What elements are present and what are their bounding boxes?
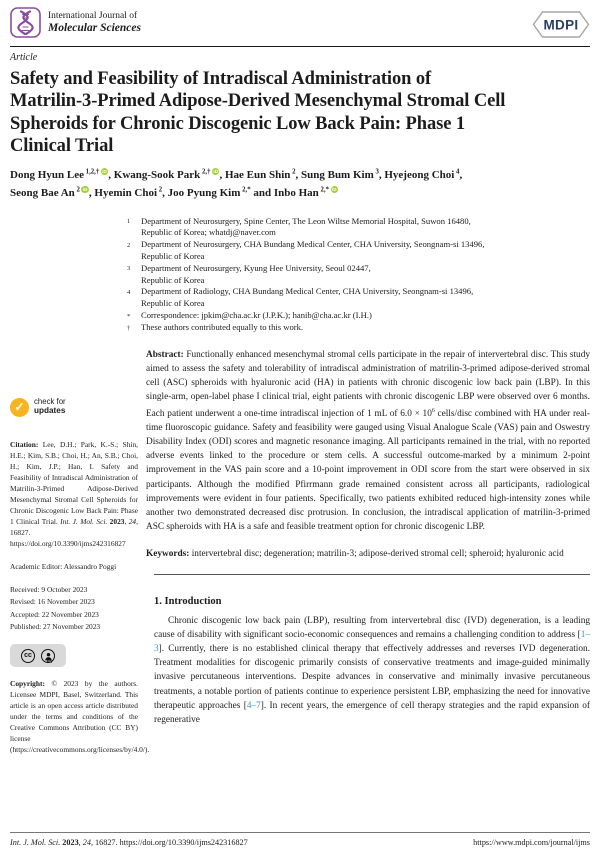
article-type-label: Article bbox=[10, 52, 38, 63]
mdpi-hexagon-icon bbox=[532, 11, 590, 38]
author: Seong Bae An $^2$ iD, bbox=[10, 185, 95, 199]
author-affiliation-sup: 2,* bbox=[240, 185, 251, 193]
paper-title-line: Clinical Trial bbox=[10, 136, 114, 157]
academic-editor: Academic Editor: Alessandro Poggi bbox=[10, 561, 117, 571]
check-for-updates-badge[interactable] bbox=[10, 398, 84, 417]
author: Hae Eun Shin $^2$, bbox=[224, 167, 301, 181]
affiliation-item bbox=[127, 239, 590, 263]
journal-name-line2: Molecular Sciences bbox=[48, 22, 141, 34]
accepted-date: Accepted: 22 November 2023 bbox=[10, 609, 99, 619]
author-name: Inbo Han bbox=[273, 186, 319, 199]
revised-date: Revised: 16 November 2023 bbox=[10, 597, 95, 607]
equal-contribution-text: These authors contributed equally to this work. bbox=[141, 322, 304, 333]
equal-contribution-item bbox=[127, 322, 590, 334]
abstract: Abstract: Functionally enhanced mesenchymal stromal cells participate in the repair of intervertebral disc. This study aimed to assess the safety and tolerability of intradiscal administration of matrilin-3-primed adipose-derived stromal cell (ASC) spheroids with hyaluronic acid (HA) in patients with chronic discogenic low back pain (LBP). In this single-arm, open-label phase I clinical trial, eight patients with chronic discogenic LBP were observed over 6 months. Each patient underwent a one-time intradiscal injection of 1 mL of $6.0 \times 10^6$ cells/disc combined with HA under real-time fluoroscopic guidance. Safety and feasibility were gauged using Visual Analogue Scale (VAS) pain and Oswestry Disability Index (ODI) scores and magnetic resonance imaging. All participants remained in the trial, with no reported adverse events linked to the procedure or stem cells. A successful outcome-marked by a minimum 2-point improvement in the VAS pain score and a 10-point improvement in ODI score from the start were observed in six participants. Although the modified Pfirrmann grade remained consistent across all participants, radiological improvements were evident in four patients. Specifically, two patients exhibited reduced high-intensity zones while another two demonstrated decreased disc protrusion. In conclusion, the intradiscal application of matrilin-3-primed ASC spheroids with HA is a safe and feasible treatment option for chronic discogenic LBP. bbox=[146, 349, 590, 532]
affiliation-marker: 1 bbox=[127, 218, 131, 226]
author-affiliation-sup: 2,† bbox=[200, 167, 211, 175]
affiliation-text: Republic of Korea bbox=[141, 274, 205, 285]
introduction-paragraph: Chronic discogenic low back pain (LBP), resulting from intervertebral disc (IVD) degeneration, is a leading cause of disability with significant socio-economic consequences and remains a challenging condition to address [1–3]. Currently, there is no established clinical therapy that effectively addresses and reverses IVD degeneration. Treatment modalities for discogenic primarily consists of conservative treatments and image-guided minimally invasive percutaneous interventions. Despite advances in conservative and minimally invasive percutaneous treatments, a notable portion of patients continue to experience persistent LBP, emphasizing the need for innovative therapeutic approaches [4–7]. In recent years, the emergence of cell therapy strategies and the rapid expansion of regenerative bbox=[154, 616, 590, 725]
author-name: Hae Eun Shin bbox=[224, 168, 291, 181]
citation-ref[interactable]: 1–3 bbox=[154, 630, 590, 655]
affiliation-item bbox=[127, 216, 590, 240]
author: Hyemin Choi $^2$, bbox=[94, 185, 168, 199]
affiliation-text: Department of Neurosurgery, Kyung Hee University, Seoul 02447, bbox=[141, 262, 371, 273]
equal-contribution-marker: † bbox=[127, 324, 131, 332]
left-sidebar bbox=[10, 348, 150, 756]
author-affiliation-sup: 3 bbox=[373, 167, 379, 175]
keywords: Keywords: intervertebral disc; degeneration; matrilin-3; adipose-derived stromal cell; spheroid; hyaluronic acid bbox=[146, 548, 564, 559]
footer-journal-url[interactable]: https://www.mdpi.com/journal/ijms bbox=[473, 838, 590, 847]
author-affiliation-sup: 2,* bbox=[318, 185, 330, 193]
author bbox=[274, 187, 338, 199]
check-icon: ✓ bbox=[10, 398, 29, 417]
orcid-icon[interactable]: iD bbox=[82, 186, 88, 192]
check-for-updates-label: check for updates bbox=[34, 397, 66, 416]
author-name: Hyemin Choi bbox=[94, 186, 158, 199]
by-label: BY bbox=[46, 658, 53, 664]
orcid-icon[interactable]: iD bbox=[102, 168, 107, 174]
dna-helix-icon bbox=[10, 7, 41, 38]
affiliation-item bbox=[127, 286, 590, 310]
author-affiliation-sup: 2 bbox=[290, 167, 296, 175]
section-divider bbox=[154, 574, 590, 575]
author-name: Hyejeong Choi bbox=[384, 168, 455, 181]
author: Joo Pyung Kim $^{2,*}$ and bbox=[167, 185, 274, 199]
author-affiliation-sup: 2 bbox=[74, 185, 80, 193]
published-date: Published: 27 November 2023 bbox=[10, 622, 101, 632]
citation-block: Citation: Lee, D.H.; Park, K.-S.; Shin, H.E.; Kim, S.B.; Choi, H.; An, S.B.; Choi, H.; Kim, J.P.; Han, I. Safety and Feasibility of Intradiscal Administration of Matrilin-3-Primed Adipose-Derived Mesenchymal Stromal Cell Spheroids for Chronic Discogenic Low Back Pain: Phase 1 Clinical Trial. Int. J. Mol. Sci. 2023, 24, 16827. https://doi.org/10.3390/ijms242316827 bbox=[10, 439, 138, 548]
author-affiliation-sup: 1,2,† bbox=[83, 167, 100, 175]
journal-name-line1: International Journal of bbox=[48, 11, 138, 21]
affiliation-text: Republic of Korea bbox=[141, 298, 205, 309]
affiliation-marker: 3 bbox=[127, 265, 131, 273]
two-column-area bbox=[10, 348, 590, 756]
authors-block bbox=[10, 166, 590, 202]
header-divider bbox=[10, 46, 590, 47]
author-name: Joo Pyung Kim bbox=[167, 186, 241, 199]
author-affiliation-sup: 4 bbox=[454, 167, 460, 175]
author: Kwang-Sook Park $^{2,\dagger}$ iD, bbox=[113, 167, 225, 181]
affiliation-item bbox=[127, 263, 590, 287]
author: Hyejeong Choi $^4$, bbox=[384, 167, 463, 181]
author-name: Kwang-Sook Park bbox=[113, 168, 201, 181]
affiliation-text: Department of Radiology, CHA Bundang Medical Center, CHA University, Seongnam-si 13496, bbox=[141, 286, 474, 297]
received-date: Received: 9 October 2023 bbox=[10, 584, 88, 594]
article-dates bbox=[10, 584, 138, 633]
affiliations bbox=[127, 216, 590, 335]
authors-line-2 bbox=[10, 184, 590, 202]
paper-title bbox=[10, 68, 590, 158]
correspondence-item bbox=[127, 310, 590, 322]
affiliation-marker: 4 bbox=[127, 288, 131, 296]
journal-header bbox=[10, 7, 590, 43]
paper-title-line: Matrilin-3-Primed Adipose-Derived Mesenchymal Stromal Cell bbox=[10, 91, 506, 112]
copyright-notice: Copyright: © 2023 by the authors. Licensee MDPI, Basel, Switzerland. This article is an open access article distributed under the terms and conditions of the Creative Commons Attribution (CC BY) license (https://creativecommons.org/licenses/by/4.0/). bbox=[10, 679, 150, 755]
authors-line-1 bbox=[10, 166, 590, 184]
paper-title-line: Spheroids for Chronic Discogenic Low Back Pain: Phase 1 bbox=[10, 113, 465, 134]
author-affiliation-sup: 2 bbox=[157, 185, 163, 193]
affiliation-marker: 2 bbox=[127, 241, 131, 249]
affiliation-text: Republic of Korea; whatdj@naver.com bbox=[141, 227, 276, 238]
journal-logo[interactable] bbox=[10, 7, 41, 38]
footer-citation: Int. J. Mol. Sci. 2023, 24, 16827. https://doi.org/10.3390/ijms242316827 bbox=[10, 838, 248, 847]
section-heading-introduction: 1. Introduction bbox=[154, 596, 222, 607]
affiliation-text: Department of Neurosurgery, Spine Center, The Leon Wiltse Memorial Hospital, Suwon 16480, bbox=[141, 215, 471, 226]
mdpi-logo[interactable] bbox=[532, 11, 590, 43]
mdpi-logo-text: MDPI bbox=[543, 17, 579, 33]
main-column bbox=[146, 348, 590, 756]
orcid-icon[interactable]: iD bbox=[213, 168, 219, 174]
author-name: Seong Bae An bbox=[10, 186, 75, 199]
cc-by-badge[interactable] bbox=[10, 644, 66, 667]
affiliation-text: Republic of Korea bbox=[141, 251, 205, 262]
paper-title-line: Safety and Feasibility of Intradiscal Administration of bbox=[10, 69, 432, 89]
cc-icon: cc bbox=[21, 649, 35, 663]
affiliation-text: Department of Neurosurgery, CHA Bundang Medical Center, CHA University, Seongnam-si 13496, bbox=[141, 239, 485, 250]
author: Sung Bum Kim $^3$, bbox=[301, 167, 385, 181]
author-name: Sung Bum Kim bbox=[301, 168, 374, 181]
author: Dong Hyun Lee $^{1,2,\dagger}$ iD, bbox=[10, 167, 114, 181]
page-footer bbox=[10, 832, 590, 847]
citation-ref[interactable]: 4–7 bbox=[246, 700, 261, 711]
orcid-icon[interactable]: iD bbox=[331, 186, 337, 192]
author-name: Dong Hyun Lee bbox=[10, 168, 84, 181]
correspondence-text[interactable]: Correspondence: jpkim@cha.ac.kr (J.P.K.); hanib@cha.ac.kr (I.H.) bbox=[141, 310, 372, 320]
correspondence-marker: * bbox=[127, 312, 131, 320]
journal-name bbox=[48, 7, 141, 35]
